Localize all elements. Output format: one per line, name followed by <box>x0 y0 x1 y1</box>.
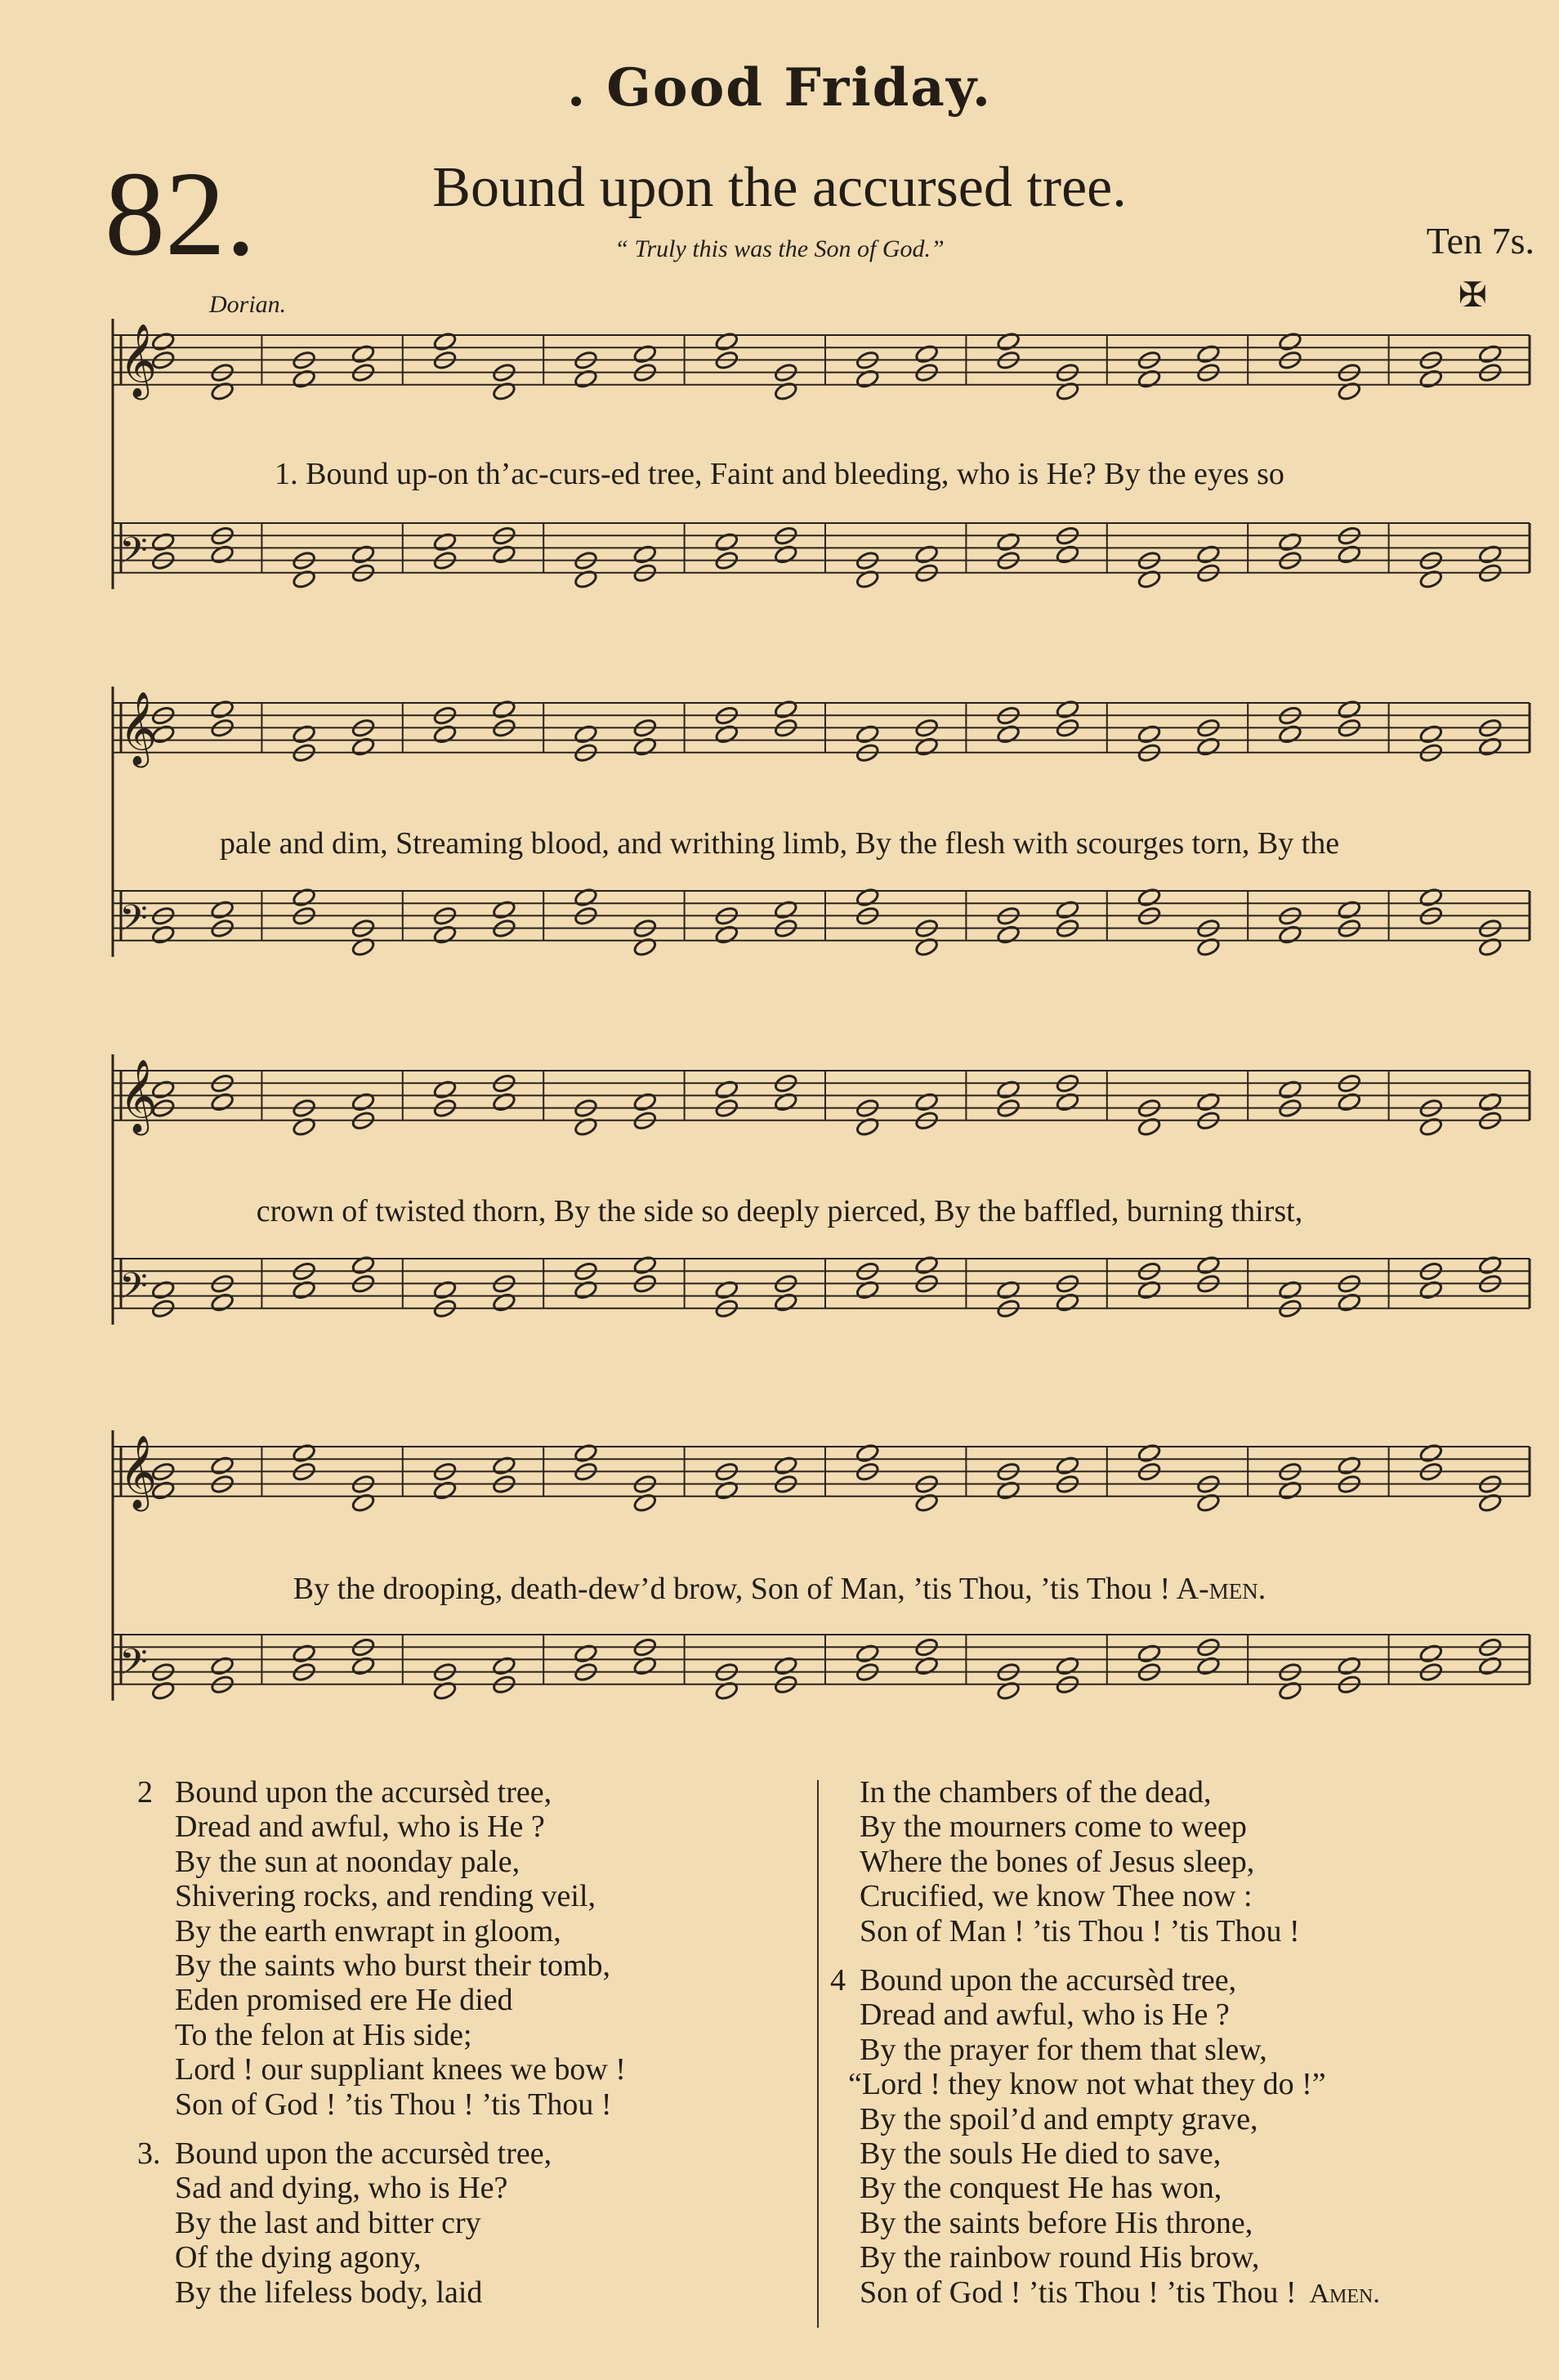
verses-column-right <box>830 1775 1549 2311</box>
stanza-2: 2 Bound upon the accursèd tree, Dread and awful, who is He ? By the sun at noonday pale, Shivering rocks, and rending veil, By the earth enwrapt in gloom, By the saints who burst their tomb, Eden promised ere He died To the felon at His side; Lord ! our suppliant knees we bow ! Son of God ! ’tis Thou ! ’tis Thou ! <box>137 1775 626 2122</box>
amen-label: Amen. <box>1309 2278 1380 2309</box>
treble-clef-icon: 𝄞 <box>119 323 158 397</box>
lyric-line-1: 1. Bound up-on th’ac-curs-ed tree, Faint and bleeding, who is He? By the eyes so <box>275 457 1284 491</box>
bass-clef-icon: 𝄢 <box>119 1264 148 1316</box>
stanza-3-continued: In the chambers of the dead, By the mourners come to weep Where the bones of Jesus sleep, Crucified, we know Thee now : Son of Man ! ’tis Thou ! ’tis Thou ! <box>860 1775 1300 1948</box>
hymn-mode: Dorian. <box>209 291 287 318</box>
hymn-epigraph: “ Truly this was the Son of God.” <box>614 235 945 262</box>
hymn-meter: Ten 7s. <box>1426 220 1534 262</box>
stanza-number: 2 <box>137 1775 153 1810</box>
treble-clef-icon: 𝄞 <box>119 691 158 765</box>
lyric-line-3: crown of twisted thorn, By the side so deeply pierced, By the baffled, burning thirst, <box>256 1194 1303 1228</box>
stanza-3: 3. Bound upon the accursèd tree, Sad and dying, who is He? By the last and bitter cry Of the dying agony, By the lifeless body, laid <box>137 2136 552 2310</box>
stanza-number: 4 <box>830 1963 846 1998</box>
score-systems <box>113 319 1530 1702</box>
lyric-line-2: pale and dim, Streaming blood, and writhing limb, By the flesh with scourges torn, By the <box>219 826 1340 861</box>
bass-clef-icon: 𝄢 <box>119 896 148 948</box>
hymn-title: Bound upon the accursed tree. <box>432 156 1127 219</box>
bass-clef-icon: 𝄢 <box>119 528 148 580</box>
column-divider <box>817 1780 819 2328</box>
season-title: Good Friday. <box>606 57 993 119</box>
stanza-number: 3. <box>137 2136 161 2172</box>
verses-column-left <box>137 1775 791 2310</box>
hymn-number: 82. <box>105 147 256 281</box>
page-heading: . Good Friday. <box>566 57 993 119</box>
cross-icon: ✠ <box>1458 275 1487 315</box>
treble-clef-icon: 𝄞 <box>119 1058 158 1133</box>
lyric-line-4: By the drooping, death-dew’d brow, Son of Man, ’tis Thou, ’tis Thou ! A-men. <box>293 1572 1266 1606</box>
amen-word: men <box>1208 1572 1258 1606</box>
treble-clef-icon: 𝄞 <box>119 1434 158 1509</box>
stanza-4: 4 Bound upon the accursèd tree, Dread and awful, who is He ? By the prayer for them that slew, “Lord ! they know not what they do !” By the spoil’d and empty grave, By the souls He died to save, By the conquest He has won, By the saints before His throne, By the rainbow round His brow, Son of God ! ’tis Thou ! ’tis Thou ! Amen. <box>830 1963 1380 2310</box>
bass-clef-icon: 𝄢 <box>119 1640 148 1692</box>
